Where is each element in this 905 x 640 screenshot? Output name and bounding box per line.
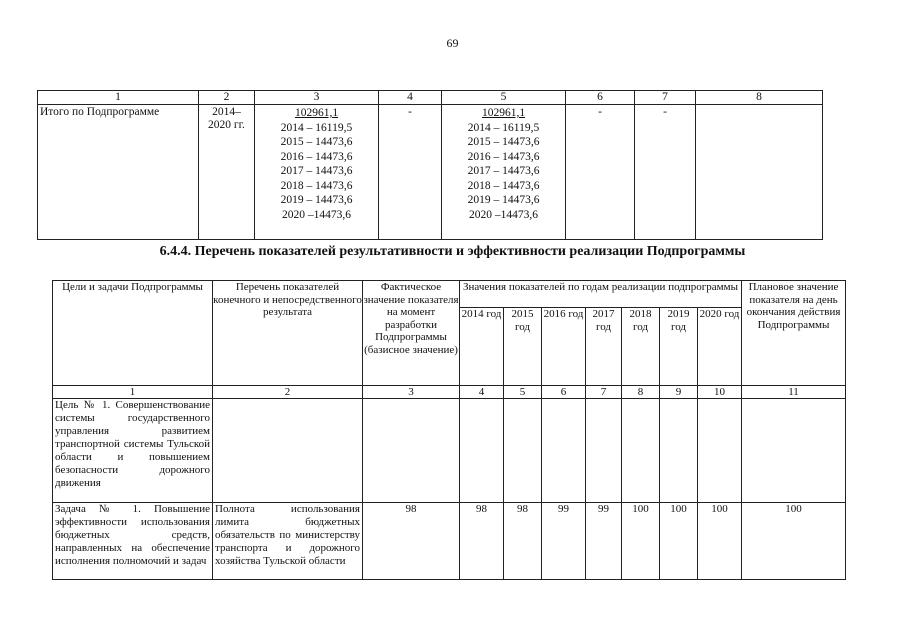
funding-year: 2014 – 16119,5 bbox=[280, 121, 353, 134]
page-number: 69 bbox=[446, 36, 459, 50]
header-year: 2014 год bbox=[460, 308, 504, 386]
header-year: 2019 год bbox=[660, 308, 698, 386]
year-value: 98 bbox=[504, 503, 542, 580]
empty-cell bbox=[363, 399, 460, 503]
header-year: 2018 год bbox=[622, 308, 660, 386]
col8-value bbox=[696, 105, 823, 240]
funding-year: 2020 –14473,6 bbox=[282, 208, 351, 221]
funding-year: 2017 – 14473,6 bbox=[467, 165, 540, 177]
table1-total-row bbox=[38, 105, 823, 240]
funding-year: 2019 – 14473,6 bbox=[467, 194, 540, 206]
goal-row bbox=[53, 399, 846, 503]
column-number: 5 bbox=[504, 386, 542, 399]
column-number: 2 bbox=[213, 386, 363, 399]
empty-cell bbox=[660, 399, 698, 503]
empty-cell bbox=[213, 399, 363, 503]
empty-cell bbox=[460, 399, 504, 503]
empty-cell bbox=[542, 399, 586, 503]
column-number: 1 bbox=[53, 386, 213, 399]
header-values-by-years: Значения показателей по годам реализации подпрограммы bbox=[460, 281, 742, 308]
indicator-text: Полнота использования лимита бюджетных обязательств по министерству транспорта и дорожного хозяйства Тульской области bbox=[213, 503, 363, 580]
funding-year: 2016 – 14473,6 bbox=[280, 150, 353, 163]
table2-numbering-row bbox=[53, 386, 846, 399]
period-cell bbox=[199, 105, 255, 240]
empty-cell bbox=[504, 399, 542, 503]
header-year: 2017 год bbox=[586, 308, 622, 386]
funding-year: 2015 – 14473,6 bbox=[280, 136, 353, 148]
empty-cell bbox=[586, 399, 622, 503]
funding-total: 102961,1 bbox=[294, 107, 339, 119]
col7-value: - bbox=[635, 105, 696, 240]
column-number: 8 bbox=[622, 386, 660, 399]
year-value: 100 bbox=[622, 503, 660, 580]
table1-header-cell: 6 bbox=[566, 91, 635, 105]
funding-col3 bbox=[255, 105, 379, 240]
section-title: 6.4.4. Перечень показателей результативности и эффективности реализации Подпрограммы bbox=[159, 244, 746, 259]
column-number: 4 bbox=[460, 386, 504, 399]
column-number: 11 bbox=[742, 386, 846, 399]
table1-header-cell: 8 bbox=[696, 91, 823, 105]
indicators-table bbox=[52, 280, 846, 580]
funding-year: 2019 – 14473,6 bbox=[280, 194, 353, 206]
column-number: 9 bbox=[660, 386, 698, 399]
header-year: 2015 год bbox=[504, 308, 542, 386]
year-value: 99 bbox=[586, 503, 622, 580]
goal-text: Цель № 1. Совершенствование системы государственного управления развитием транспортной системы Тульской области и повышением безопасности дорожного движения bbox=[53, 399, 213, 503]
table1-header-cell: 1 bbox=[38, 91, 199, 105]
header-planned-value: Плановое значение показателя на день окончания действия Подпрограммы bbox=[742, 281, 846, 386]
subprogram-total-table bbox=[37, 90, 823, 240]
total-label: Итого по Подпрограмме bbox=[38, 105, 199, 240]
column-number: 3 bbox=[363, 386, 460, 399]
table1-header-cell: 3 bbox=[255, 91, 379, 105]
year-value: 100 bbox=[698, 503, 742, 580]
planned-value: 100 bbox=[742, 503, 846, 580]
period-line: 2014– bbox=[212, 106, 241, 118]
header-year: 2016 год bbox=[542, 308, 586, 386]
table1-header-row bbox=[38, 91, 823, 105]
header-goals: Цели и задачи Подпрограммы bbox=[53, 281, 213, 386]
funding-col5 bbox=[442, 105, 566, 240]
funding-year: 2017 – 14473,6 bbox=[280, 165, 353, 177]
funding-year: 2018 – 14473,6 bbox=[467, 179, 540, 192]
column-number: 6 bbox=[542, 386, 586, 399]
table2-header-row bbox=[53, 281, 846, 308]
header-actual-value: Фактическое значение показателя на момент разработки Подпрограммы (базисное значение) bbox=[363, 281, 460, 386]
table1-header-cell: 2 bbox=[199, 91, 255, 105]
funding-total: 102961,1 bbox=[481, 107, 526, 119]
table1-header-cell: 4 bbox=[379, 91, 442, 105]
period-line: 2020 гг. bbox=[208, 119, 245, 131]
column-number: 7 bbox=[586, 386, 622, 399]
empty-cell bbox=[698, 399, 742, 503]
empty-cell bbox=[622, 399, 660, 503]
table1-header-cell: 7 bbox=[635, 91, 696, 105]
year-value: 99 bbox=[542, 503, 586, 580]
table1-header-cell: 5 bbox=[442, 91, 566, 105]
task-row bbox=[53, 503, 846, 580]
header-year: 2020 год bbox=[698, 308, 742, 386]
col4-value: - bbox=[379, 105, 442, 240]
funding-year: 2016 – 14473,6 bbox=[467, 150, 540, 163]
funding-year: 2018 – 14473,6 bbox=[280, 179, 353, 192]
col6-value: - bbox=[566, 105, 635, 240]
year-value: 98 bbox=[460, 503, 504, 580]
empty-cell bbox=[742, 399, 846, 503]
funding-year: 2020 –14473,6 bbox=[469, 208, 538, 221]
column-number: 10 bbox=[698, 386, 742, 399]
year-value: 100 bbox=[660, 503, 698, 580]
task-text: Задача № 1. Повышение эффективности использования бюджетных средств, направленных на обеспечение исполнения полномочий и задач bbox=[53, 503, 213, 580]
funding-year: 2015 – 14473,6 bbox=[467, 136, 540, 148]
funding-year: 2014 – 16119,5 bbox=[467, 121, 540, 134]
header-indicators: Перечень показателей конечного и непосредственного результата bbox=[213, 281, 363, 386]
actual-value: 98 bbox=[363, 503, 460, 580]
